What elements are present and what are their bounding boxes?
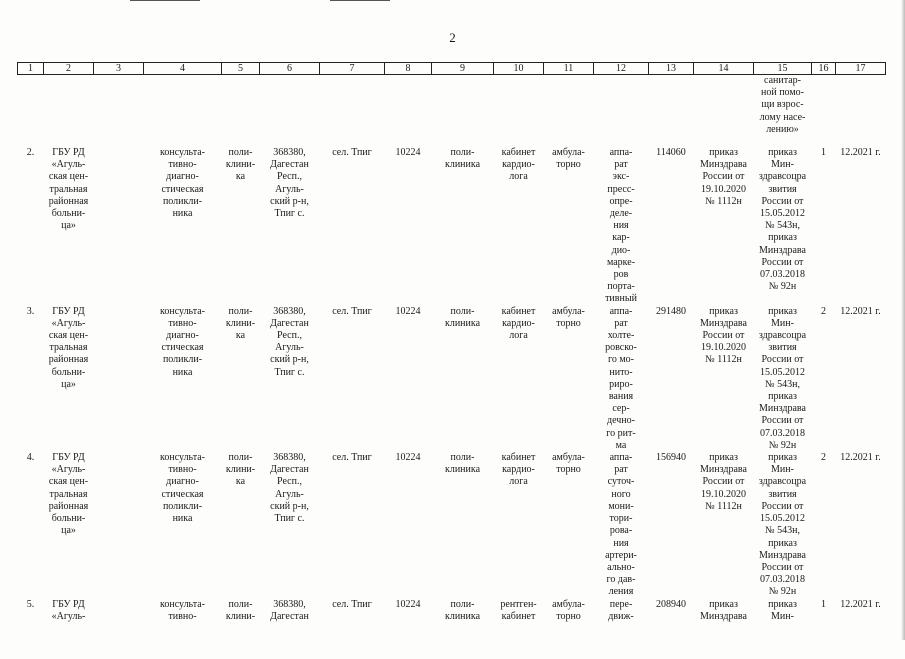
- address-cell: 368380, Дагестан Респ., Агуль- ский р-н, Тпиг с.: [270, 305, 309, 378]
- department-cell: поли- клиника: [444, 305, 481, 329]
- department-cell: поли- клиника: [444, 147, 481, 171]
- organization-cell: ГБУ РД «Агуль- ская цен- тральная районная больни- ца»: [48, 147, 89, 232]
- equipment-cell: аппа- рат холте- ровско- го мо- нито- риро- вания сер- дечно- го рит- ма: [605, 305, 637, 451]
- settlement-cell: сел. Тпиг: [332, 305, 372, 317]
- table-row: [18, 306, 886, 452]
- column-number: 11: [544, 63, 594, 75]
- column-number: 1: [18, 63, 44, 75]
- settlement-cell: сел. Тпиг: [332, 452, 372, 464]
- column-number: 12: [594, 63, 649, 75]
- continuation-row: [18, 75, 886, 148]
- care-type-cell: амбула- торно: [552, 452, 585, 476]
- column-number: 2: [44, 63, 94, 75]
- column-number: 5: [222, 63, 260, 75]
- order-cell: приказ Минздрава России от 19.10.2020 № 1112н: [700, 452, 747, 512]
- empty-cell: [94, 452, 144, 598]
- code-cell: 10224: [395, 452, 421, 464]
- date-cell: 12.2021 г.: [840, 305, 881, 317]
- scan-artifact: [130, 0, 200, 1]
- page-edge-shadow: [901, 0, 905, 640]
- address-cell: 368380, Дагестан Респ., Агуль- ский р-н, Тпиг с.: [270, 147, 309, 220]
- date-cell: 12.2021 г.: [840, 452, 881, 464]
- empty-cell: [94, 147, 144, 306]
- address-cell: 368380, Дагестан Респ., Агуль- ский р-н, Тпиг с.: [270, 452, 309, 525]
- quantity-cell: 2: [821, 305, 826, 317]
- page-number: 2: [449, 30, 456, 45]
- continuation-cell: санитар- ной помо- щи взрос- лому насе- лению»: [759, 75, 806, 135]
- column-number: 13: [649, 63, 694, 75]
- equipment-cell: аппа- рат экс- пресс- опре- деле- ния кар- дио- марке- ров порта- тивный: [605, 147, 637, 305]
- address-cell: 368380, Дагестан: [270, 598, 309, 622]
- code-cell: 10224: [395, 147, 421, 158]
- equipment-cell: аппа- рат суточ- ного мони- тори- рова- ния артери- ально- го дав- ления: [605, 452, 637, 598]
- table-row: [18, 147, 886, 306]
- date-cell: 12.2021 г.: [840, 598, 881, 610]
- department-cell: поли- клиника: [444, 598, 481, 622]
- room-cell: кабинет кардио- лога: [501, 147, 536, 183]
- row-number: 2.: [26, 147, 35, 158]
- care-type-cell: амбула- торно: [552, 305, 585, 329]
- table-row: [18, 599, 886, 659]
- unit-cell: поли- клини- ка: [225, 452, 256, 488]
- row-number: 5.: [26, 598, 35, 610]
- quantity-cell: 1: [821, 147, 826, 158]
- date-cell: 12.2021 г.: [840, 147, 881, 158]
- column-number: 10: [494, 63, 544, 75]
- empty-cell: [94, 306, 144, 452]
- facility-type-cell: консульта- тивно- диагно- стическая поликли- ника: [160, 147, 205, 220]
- column-number: 16: [812, 63, 836, 75]
- settlement-cell: сел. Тпиг: [332, 147, 372, 158]
- price-cell: 156940: [656, 452, 686, 464]
- column-number-row: [18, 63, 886, 75]
- unit-cell: поли- клини- ка: [225, 305, 256, 342]
- quantity-cell: 1: [821, 598, 826, 610]
- price-cell: 208940: [656, 598, 686, 610]
- order-cell: приказ Минздрава России от 19.10.2020 № 1112н: [700, 147, 747, 207]
- settlement-cell: сел. Тпиг: [332, 598, 372, 610]
- code-cell: 10224: [395, 305, 421, 317]
- care-type-cell: амбула- торно: [552, 147, 585, 171]
- code-cell: 10224: [395, 598, 421, 610]
- organization-cell: ГБУ РД «Агуль- ская цен- тральная районная больни- ца»: [48, 452, 89, 537]
- standard-order-cell: приказ Мин- здравсоцра звития России от 15.05.2012 № 543н, приказ Минздрава России от 07.03.2018 № 92н: [758, 305, 807, 451]
- room-cell: рентген- кабинет: [500, 598, 537, 622]
- order-cell: приказ Минздрава: [700, 598, 747, 622]
- column-number: 3: [94, 63, 144, 75]
- standard-order-cell: приказ Мин-: [768, 598, 797, 622]
- column-number: 17: [836, 63, 886, 75]
- column-number: 9: [432, 63, 494, 75]
- quantity-cell: 2: [821, 452, 826, 464]
- scan-artifact: [330, 0, 390, 1]
- column-number: 6: [260, 63, 320, 75]
- price-cell: 291480: [656, 305, 686, 317]
- empty-cell: [94, 599, 144, 659]
- facility-type-cell: консульта- тивно- диагно- стическая поликли- ника: [160, 452, 205, 525]
- unit-cell: поли- клини- ка: [225, 147, 256, 183]
- organization-cell: ГБУ РД «Агуль-: [51, 598, 86, 622]
- department-cell: поли- клиника: [444, 452, 481, 476]
- equipment-cell: пере- движ-: [608, 598, 634, 622]
- order-cell: приказ Минздрава России от 19.10.2020 № 1112н: [700, 305, 747, 366]
- column-number: 4: [144, 63, 222, 75]
- table-row: [18, 452, 886, 598]
- unit-cell: поли- клини-: [225, 598, 256, 622]
- row-number: 4.: [26, 452, 35, 464]
- standard-order-cell: приказ Мин- здравсоцра звития России от 15.05.2012 № 543н, приказ Минздрава России от 07.03.2018 № 92н: [758, 147, 807, 293]
- facility-type-cell: консульта- тивно- диагно- стическая поликли- ника: [160, 305, 205, 378]
- organization-cell: ГБУ РД «Агуль- ская цен- тральная районная больни- ца»: [48, 305, 89, 390]
- row-number: 3.: [26, 305, 35, 317]
- price-cell: 114060: [656, 147, 686, 158]
- room-cell: кабинет кардио- лога: [501, 452, 536, 488]
- equipment-table: [17, 62, 886, 659]
- care-type-cell: амбула- торно: [552, 598, 585, 622]
- standard-order-cell: приказ Мин- здравсоцра звития России от 15.05.2012 № 543н, приказ Минздрава России от 07.03.2018 № 92н: [758, 452, 807, 598]
- column-number: 8: [385, 63, 432, 75]
- facility-type-cell: консульта- тивно-: [160, 598, 205, 622]
- column-number: 7: [320, 63, 385, 75]
- column-number: 14: [694, 63, 754, 75]
- column-number: 15: [754, 63, 812, 75]
- room-cell: кабинет кардио- лога: [501, 305, 536, 342]
